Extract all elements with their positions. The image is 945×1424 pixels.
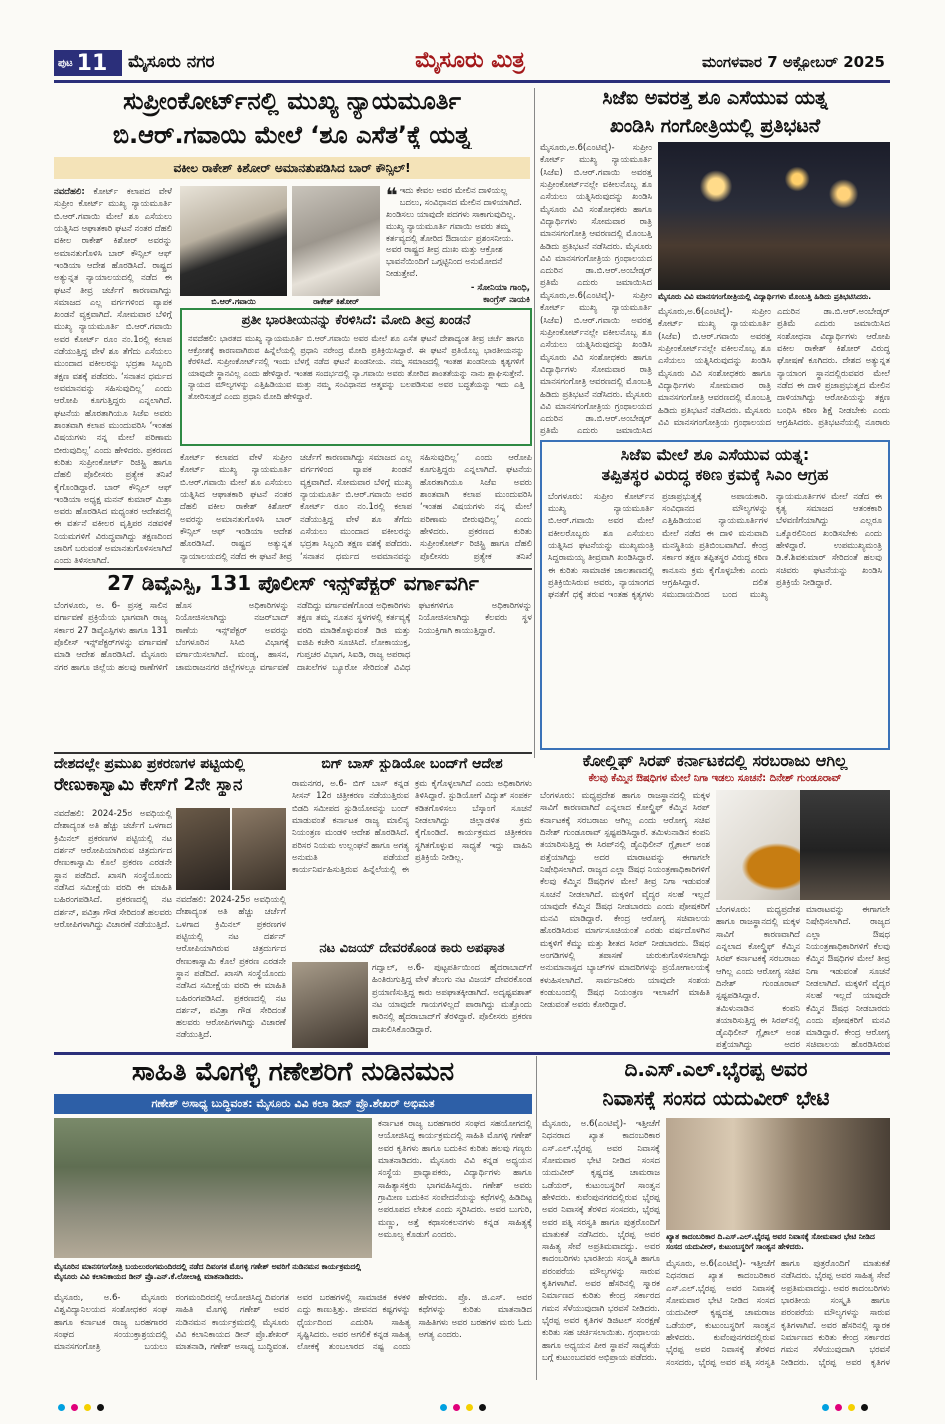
renuka-headline (54, 756, 284, 796)
page-number-box (54, 50, 122, 76)
ganesh-subhead: ಗಣೇಶ್ ಅಸಾಧ್ಯ ಬುದ್ಧಿವಂತ: ಮೈಸೂರು ವಿವಿ ಕಲಾ ಡೀನ್ ಪ್ರೊ.ಶೇಖರ್ ಅಭಿಮತ (54, 1094, 532, 1114)
renuka-headline-line1: ದೇಶದಲ್ಲೇ ಪ್ರಮುಖ ಪ್ರಕರಣಗಳ ಪಟ್ಟಿಯಲ್ಲಿ (54, 756, 245, 772)
kishore-photo (292, 186, 380, 296)
vijay-headline: ನಟ ವಿಜಯ್ ದೇವರಕೊಂಡ ಕಾರು ಅಪಘಾತ (319, 942, 505, 956)
section-rule (54, 752, 532, 754)
vijay-photo (292, 962, 368, 1048)
renuka-headline-line2: ರೇಣುಕಾಸ್ವಾಮಿ ಕೇಸ್‌ಗೆ 2ನೇ ಸ್ಥಾನ (54, 775, 243, 796)
lead-subhead: ವಕೀಲ ರಾಕೇಶ್ ಕಿಶೋರ್ ಅಮಾನತುಪಡಿಸಿದ ಬಾರ್ ಕೌನ್ಸಿಲ್! (54, 157, 530, 179)
cough-headline: ಕೋಲ್ಡ್ರಿಫ್ ಸಿರಪ್ ಕರ್ನಾಟಕದಲ್ಲಿ ಸರಬರಾಜು ಆಗಿಲ್ಲ (582, 752, 848, 770)
page-number: 11 (76, 50, 108, 76)
cyan-dot (822, 1404, 829, 1411)
gangotri-headline-line2: ಖಂಡಿಸಿ ಗಂಗೋತ್ರಿಯಲ್ಲಿ ಪ್ರತಿಭಟನೆ (609, 114, 821, 137)
gavai-caption: ಬಿ.ಆರ್.ಗವಾಯಿ (211, 297, 256, 306)
bhyrappa-body-b: ಮೈಸೂರು, ಅ.6(ಎಂಟಿವೈ)- ಇತ್ತೀಚೆಗೆ ನಿಧನರಾದ ಖ್ಯಾತ ಕಾದಂಬರಿಕಾರ ಎಸ್.ಎಲ್.ಭೈರಪ್ಪ ಅವರ ನಿವಾಸಕ್ಕೆ ಸೋಮವಾರ ಭೇಟಿ ನೀಡಿದ ಸಂಸದ ಯದುವೀರ್ ಕೃಷ್ಣದತ್ತ ಚಾಮರಾಜ ಒಡೆಯರ್, ಕುಟುಂಬಸ್ಥರಿಗೆ ಸಾಂತ್ವನ ಹೇಳಿದರು. ಕುವೆಂಪುನಗರದಲ್ಲಿರುವ ಭೈರಪ್ಪ ಅವರ ನಿವಾಸಕ್ಕೆ ತೆರಳಿದ ಸಂಸದರು, ಭೈರಪ್ಪ ಅವರ ಪತ್ನಿ ಸರಸ್ವತಿ ಹಾಗೂ ಪುತ್ರರೊಂದಿಗೆ ಮಾತುಕತೆ ನಡೆಸಿದರು. ಭೈರಪ್ಪ ಅವರ ಸಾಹಿತ್ಯ ಸೇವೆ ಅಪ್ರತಿಮವಾದದ್ದು. ಅವರ ಕಾದಂಬರಿಗಳು ಭಾರತೀಯ ಸಂಸ್ಕೃತಿ ಹಾಗೂ ಪರಂಪರೆಯ ಮೌಲ್ಯಗಳನ್ನು ಸಾರುವ ಕೃತಿಗಳಾಗಿವೆ. ಅವರ ಹೆಸರಿನಲ್ಲಿ ಸ್ಮಾರಕ ನಿರ್ಮಾಣದ ಕುರಿತು ಕೇಂದ್ರ ಸರ್ಕಾರದ ಗಮನ ಸೆಳೆಯುವುದಾಗಿ ಭರವಸೆ ನೀಡಿದರು. ಭೈರಪ್ಪ ಅವರ ಕೃತಿಗಳ (666, 1259, 890, 1368)
section-name: ಮೈಸೂರು ನಗರ (128, 52, 215, 72)
cm-headline (548, 446, 882, 485)
registration-marks-center (440, 1404, 486, 1411)
issue-date: ಮಂಗಳವಾರ 7 ಅಕ್ಟೋಬರ್ 2025 (701, 53, 885, 71)
lead-continued: ಕೋರ್ಟ್ ಕಲಾಪದ ವೇಳೆ ಸುಪ್ರೀಂ ಕೋರ್ಟ್ ಮುಖ್ಯ ನ್ಯಾಯಮೂರ್ತಿ ಬಿ.ಆರ್.ಗವಾಯಿ ಮೇಲೆ ಶೂ ಎಸೆಯಲು ಯತ್ನಿಸಿದ ಆಘಾತಕಾರಿ ಘಟನೆ ನಂತರ ದೆಹಲಿ ವಕೀಲ ರಾಕೇಶ್ ಕಿಶೋರ್ ಅವರನ್ನು ಅಮಾನತುಗೊಳಿಸಿ ಬಾರ್ ಕೌನ್ಸಿಲ್ ಆಫ್ ಇಂಡಿಯಾ ಆದೇಶ ಹೊರಡಿಸಿದೆ. ರಾಷ್ಟ್ರದ ಅತ್ಯುನ್ನತ ನ್ಯಾಯಾಲಯದಲ್ಲಿ ನಡೆದ ಈ ಘಟನೆ ತೀವ್ರ ಚರ್ಚೆಗೆ ಕಾರಣವಾಗಿದ್ದು ಸಮಾಜದ ಎಲ್ಲ ವರ್ಗಗಳಿಂದ ವ್ಯಾಪಕ ಖಂಡನೆ ವ್ಯಕ್ತವಾಗಿದೆ. ಸೋಮವಾರ ಬೆಳಿಗ್ಗೆ ಮುಖ್ಯ ನ್ಯಾಯಮೂರ್ತಿ ಬಿ.ಆರ್.ಗವಾಯಿ ಅವರ ಕೋರ್ಟ್ ರೂಂ ನಂ.1ರಲ್ಲಿ ಕಲಾಪ ನಡೆಯುತ್ತಿದ್ದ ವೇಳೆ ಶೂ ತೆಗೆದು ಎಸೆಯಲು ಮುಂದಾದ ವಕೀಲರನ್ನು ಭದ್ರತಾ ಸಿಬ್ಬಂದಿ ತಕ್ಷಣ ವಶಕ್ಕೆ ಪಡೆದರು. ‘ಸನಾತನ ಧರ್ಮದ ಅವಮಾನವನ್ನು ಸಹಿಸುವುದಿಲ್ಲ’ ಎಂದು ಆರೋಪಿ ಕೂಗುತ್ತಿದ್ದರು ಎನ್ನಲಾಗಿದೆ. ಘಟನೆಯ ಹೊರತಾಗಿಯೂ ಸಿಜೆಐ ಅವರು ಶಾಂತವಾಗಿ ಕಲಾಪ ಮುಂದುವರಿಸಿ ‘ಇಂತಹ ವಿಷಯಗಳು ನನ್ನ ಮೇಲೆ ಪರಿಣಾಮ ಬೀರುವುದಿಲ್ಲ’ ಎಂದು ಹೇಳಿದರು. ಪ್ರಕರಣದ ಕುರಿತು ಸುಪ್ರೀಂಕೋರ್ಟ್ ರಿಜಿಸ್ಟ್ರಿ ಹಾಗೂ ದೆಹಲಿ ಪೊಲೀಸರು ಪ್ರತ್ಯೇಕ ತನಿಖೆ (180, 453, 532, 562)
modi-headline: ಪ್ರತೀ ಭಾರತೀಯನನ್ನು ಕೆರಳಿಸಿದೆ: ಮೋದಿ ತೀವ್ರ ಖಂಡನೆ (241, 313, 471, 328)
gangotri-body-c: ಮೈಸೂರು,ಅ.6(ಎಂಟಿವೈ)- ಸುಪ್ರೀಂ ಕೋರ್ಟ್ ಮುಖ್ಯ ನ್ಯಾಯಮೂರ್ತಿ (ಸಿಜೆಐ) ಬಿ.ಆರ್.ಗವಾಯಿ ಅವರತ್ತ ಸುಪ್ರೀಂಕೋರ್ಟ್‌ನಲ್ಲೇ ವಕೀಲನೊಬ್ಬ ಶೂ ಎಸೆಯಲು ಯತ್ನಿಸಿರುವುದನ್ನು ಖಂಡಿಸಿ ಮೈಸೂರು ವಿವಿ ಸಂಶೋಧಕರು ಹಾಗೂ ವಿದ್ಯಾರ್ಥಿಗಳು ಸೋಮವಾರ ರಾತ್ರಿ ಮಾನಸಗಂಗೋತ್ರಿ ಆವರಣದಲ್ಲಿ ಮೊಂಬತ್ತಿ ಹಿಡಿದು ಪ್ರತಿಭಟನೆ ನಡೆಸಿದರು. ಮೈಸೂರು ವಿವಿ ಮಾನಸಗಂಗೋತ್ರಿಯ ಗ್ರಂಥಾಲಯದ ಎದುರಿನ ಡಾ.ಬಿ.ಆರ್.ಅಂಬೇಡ್ಕರ್ ಪ್ರತಿಮೆ ಎದುರು ಜಮಾಯಿಸಿದ ಸಂಶೋಧನಾ ವಿದ್ಯಾರ್ಥಿಗಳು ಆರೋಪಿ ವಕೀಲ ರಾಕೇಶ್ ಕಿಶೋರ್ ವಿರುದ್ಧ ಘೋಷಣೆ ಕೂಗಿದರು. ದೇಶದ ಅತ್ಯುನ್ನತ ನ್ಯಾಯಾಂಗ ಸ್ಥಾನದಲ್ಲಿರುವವರ ಮೇಲೆ ನಡೆದ ಈ ದಾಳಿ ಪ್ರಜಾಪ್ರಭುತ್ವದ ಮೇಲಿನ ದಾಳಿಯಾಗಿದ್ದು ಆರೋಪಿಯನ್ನು ತಕ್ಷಣ ಬಂಧಿಸಿ ಕಠಿಣ ಶಿಕ್ಷೆ ನೀಡಬೇಕು ಎಂದು ಆಗ್ರಹಿಸಿದರು. ಪ್ರತಿಭಟನೆಯಲ್ಲಿ ನೂರಾರು (658, 307, 890, 428)
cm-headline-line1: ಸಿಜೆಐ ಮೇಲೆ ಶೂ ಎಸೆಯುವ ಯತ್ನ: (620, 445, 810, 464)
cough-body-b: ಬೆಂಗಳೂರು: ಮಧ್ಯಪ್ರದೇಶ ಹಾಗೂ ರಾಜಸ್ಥಾನದಲ್ಲಿ ಮಕ್ಕಳ ಸಾವಿಗೆ ಕಾರಣವಾಗಿದೆ ಎನ್ನಲಾದ ಕೋಲ್ಡ್ರಿಫ್ ಕೆಮ್ಮಿನ ಸಿರಪ್ ಕರ್ನಾಟಕಕ್ಕೆ ಸರಬರಾಜು ಆಗಿಲ್ಲ ಎಂದು ಆರೋಗ್ಯ ಸಚಿವ ದಿನೇಶ್ ಗುಂಡೂರಾವ್ ಸ್ಪಷ್ಟಪಡಿಸಿದ್ದಾರೆ. ತಮಿಳುನಾಡಿನ ಕಂಪನಿ ತಯಾರಿಸುತ್ತಿದ್ದ ಈ ಸಿರಪ್‌ನಲ್ಲಿ ಡೈಎಥಿಲೀನ್ ಗ್ಲೈಕಾಲ್ ಅಂಶ ಪತ್ತೆಯಾಗಿದ್ದು ಅದರ ಮಾರಾಟವನ್ನು ಈಗಾಗಲೇ ನಿಷೇಧಿಸಲಾಗಿದೆ. ರಾಜ್ಯದ ಎಲ್ಲಾ ಔಷಧ ನಿಯಂತ್ರಣಾಧಿಕಾರಿಗಳಿಗೆ ಕೆಲವು ಕೆಮ್ಮಿನ ಔಷಧಿಗಳ ಮೇಲೆ ತೀವ್ರ ನಿಗಾ ಇಡುವಂತೆ ಸೂಚನೆ ನೀಡಲಾಗಿದೆ. ಮಕ್ಕಳಿಗೆ ವೈದ್ಯರ ಸಲಹೆ ಇಲ್ಲದೆ ಯಾವುದೇ ಕೆಮ್ಮಿನ ಔಷಧ ನೀಡಬಾರದು ಎಂದು ಪೋಷಕರಿಗೆ ಮನವಿ ಮಾಡಿದ್ದಾರೆ. ಕೇಂದ್ರ ಆರೋಗ್ಯ ಸಚಿವಾಲಯ ಹೊರಡಿಸಿರುವ (716, 905, 890, 1051)
modi-body: ನವದೆಹಲಿ: ಭಾರತದ ಮುಖ್ಯ ನ್ಯಾಯಮೂರ್ತಿ ಬಿ.ಆರ್.ಗವಾಯಿ ಅವರ ಮೇಲೆ ಶೂ ಎಸೆತ ಘಟನೆ ದೇಶಾದ್ಯಂತ ತೀವ್ರ ಚರ್ಚೆ ಹಾಗೂ ಆಕ್ರೋಶಕ್ಕೆ ಕಾರಣವಾಗಿರುವ ಹಿನ್ನೆಲೆಯಲ್ಲಿ ಪ್ರಧಾನಿ ನರೇಂದ್ರ ಮೋದಿ ಪ್ರತಿಕ್ರಿಯಿಸಿದ್ದಾರೆ. ಈ ಘಟನೆ ಪ್ರತಿಯೊಬ್ಬ ಭಾರತೀಯನನ್ನು ಕೆರಳಿಸಿದೆ. ಸುಪ್ರೀಂಕೋರ್ಟ್‌ನಲ್ಲಿ ಇಂದು ಬೆಳಗ್ಗೆ ನಡೆದ ಘಟನೆ ಖಂಡನೀಯ. ನಮ್ಮ ಸಮಾಜದಲ್ಲಿ ಇಂತಹ ಖಂಡನೀಯ ಕೃತ್ಯಗಳಿಗೆ ಯಾವುದೇ ಸ್ಥಾನವಿಲ್ಲ ಎಂದು ಹೇಳಿದ್ದಾರೆ. ಇಂತಹ ಸಂದರ್ಭದಲ್ಲಿ ನ್ಯಾ.ಗವಾಯಿ ಅವರು ತೋರಿದ ಶಾಂತತೆಯನ್ನು ನಾನು ಶ್ಲಾಘಿಸುತ್ತೇನೆ. ನ್ಯಾಯದ ಮೌಲ್ಯಗಳನ್ನು ಎತ್ತಿಹಿಡಿಯುವ ಮತ್ತು ನಮ್ಮ ಸಂವಿಧಾನದ ಆತ್ಮವನ್ನು ಬಲಪಡಿಸುವ ಅವರ ಬದ್ಧತೆಯನ್ನು ಇದು ಎತ್ತಿ ತೋರಿಸುತ್ತದೆ ಎಂದು ಪ್ರಧಾನಿ ಮೋದಿ ಹೇಳಿದ್ದಾರೆ. (188, 333, 524, 401)
bhyrappa-caption: ಖ್ಯಾತ ಕಾದಂಬರಿಕಾರ ದಿ.ಎಸ್.ಎಲ್.ಭೈರಪ್ಪ ಅವರ ನಿವಾಸಕ್ಕೆ ಸೋಮವಾರ ಭೇಟಿ ನೀಡಿದ ಸಂಸದ ಯದುವೀರ್, ಕುಟುಂಬಸ್ಥರಿಗೆ ಸಾಂತ್ವನ ಹೇಳಿದರು. (666, 1232, 875, 1251)
registration-marks-left (58, 1404, 104, 1411)
gangotri-headline (540, 88, 890, 138)
renuka-body-a: ನವದೆಹಲಿ: 2024-25ರ ಅವಧಿಯಲ್ಲಿ ದೇಶಾದ್ಯಂತ ಅತಿ ಹೆಚ್ಚು ಚರ್ಚೆಗೆ ಒಳಗಾದ ಕ್ರಿಮಿನಲ್ ಪ್ರಕರಣಗಳ ಪಟ್ಟಿಯಲ್ಲಿ ನಟ ದರ್ಶನ್ ಆರೋಪಿಯಾಗಿರುವ ಚಿತ್ರದುರ್ಗದ ರೇಣುಕಾಸ್ವಾಮಿ ಕೊಲೆ ಪ್ರಕರಣ ಎರಡನೇ ಸ್ಥಾನ ಪಡೆದಿದೆ. ಖಾಸಗಿ ಸಂಸ್ಥೆಯೊಂದು ನಡೆಸಿದ ಸಮೀಕ್ಷೆಯ ವರದಿ ಈ ಮಾಹಿತಿ ಬಹಿರಂಗಪಡಿಸಿದೆ. ಪ್ರಕರಣದಲ್ಲಿ ನಟ ದರ್ಶನ್, ಪವಿತ್ರಾ ಗೌಡ ಸೇರಿದಂತೆ ಹಲವರು ಆರೋಪಿಗಳಾಗಿದ್ದು ವಿಚಾರಣೆ ನಡೆಯುತ್ತಿದೆ. (54, 809, 172, 930)
lead-dateline: ನವದೆಹಲಿ: (54, 187, 85, 197)
quote-author: - ಸೋನಿಯಾ ಗಾಂಧಿ, (470, 283, 530, 294)
dysp-body: ಬೆಂಗಳೂರು, ಅ. 6- ಪ್ರಸಕ್ತ ಸಾಲಿನ ವರ್ಗಾವಣೆ ಪ್ರಕ್ರಿಯೆಯ ಭಾಗವಾಗಿ ರಾಜ್ಯ ಸರ್ಕಾರ 27 ಡಿವೈಎಸ್ಪಿಗಳು ಹಾಗೂ 131 ಪೊಲೀಸ್ ಇನ್ಸ್‌ಪೆಕ್ಟರ್‌ಗಳನ್ನು ವರ್ಗಾವಣೆ ಮಾಡಿ ಆದೇಶ ಹೊರಡಿಸಿದೆ. ಮೈಸೂರು ನಗರ ಹಾಗೂ ಜಿಲ್ಲೆಯ ಹಲವು ಠಾಣೆಗಳಿಗೆ ಹೊಸ ಅಧಿಕಾರಿಗಳನ್ನು ನಿಯೋಜಿಸಲಾಗಿದ್ದು ನಜರ್‌ಬಾದ್ ಠಾಣೆಯ ಇನ್ಸ್‌ಪೆಕ್ಟರ್ ಅವರನ್ನು ಬೆಂಗಳೂರಿನ ಸಿಸಿಬಿ ವಿಭಾಗಕ್ಕೆ ವರ್ಗಾಯಿಸಲಾಗಿದೆ. ಮಂಡ್ಯ, ಹಾಸನ, ಚಾಮರಾಜನಗರ ಜಿಲ್ಲೆಗಳಲ್ಲೂ ವರ್ಗಾವಣೆ ನಡೆದಿದ್ದು ವರ್ಗಾವಣೆಗೊಂಡ ಅಧಿಕಾರಿಗಳು ತಕ್ಷಣ ತಮ್ಮ ನೂತನ ಸ್ಥಳಗಳಲ್ಲಿ ಕರ್ತವ್ಯಕ್ಕೆ ವರದಿ ಮಾಡಿಕೊಳ್ಳುವಂತೆ ಡಿಜಿ ಮತ್ತು ಐಜಿಪಿ ಕಚೇರಿ ಸೂಚಿಸಿದೆ. ಲೋಕಾಯುಕ್ತ, ಗುಪ್ತಚರ ವಿಭಾಗ, ಸಿಐಡಿ, ರಾಜ್ಯ ಅಪರಾಧ ದಾಖಲೆಗಳ ಬ್ಯೂರೋ ಸೇರಿದಂತೆ ವಿವಿಧ ಘಟಕಗಳಿಗೂ ಅಧಿಕಾರಿಗಳನ್ನು ನಿಯೋಜಿಸಲಾಗಿದ್ದು ಕೆಲವರು ಸ್ಥಳ ನಿಯುಕ್ತಿಗಾಗಿ ಕಾಯುತ್ತಿದ್ದಾರೆ. (54, 601, 532, 673)
cough-subhead: ಕೆಲವು ಕೆಮ್ಮಿನ ಔಷಧಿಗಳ ಮೇಲೆ ನಿಗಾ ಇಡಲು ಸೂಚನೆ: ದಿನೇಶ್ ಗುಂಡೂರಾವ್ (588, 773, 842, 784)
cm-body: ಬೆಂಗಳೂರು: ಸುಪ್ರೀಂ ಕೋರ್ಟ್‌ನ ಮುಖ್ಯ ನ್ಯಾಯಮೂರ್ತಿ ಬಿ.ಆರ್.ಗವಾಯಿ ಅವರ ಮೇಲೆ ವಕೀಲರೊಬ್ಬರು ಶೂ ಎಸೆಯಲು ಯತ್ನಿಸಿದ ಘಟನೆಯನ್ನು ಮುಖ್ಯಮಂತ್ರಿ ಸಿದ್ದರಾಮಯ್ಯ ತೀವ್ರವಾಗಿ ಖಂಡಿಸಿದ್ದಾರೆ. ಈ ಕುರಿತು ಸಾಮಾಜಿಕ ಜಾಲತಾಣದಲ್ಲಿ ಪ್ರತಿಕ್ರಿಯಿಸಿರುವ ಅವರು, ನ್ಯಾಯಾಂಗದ ಘನತೆಗೆ ಧಕ್ಕೆ ತರುವ ಇಂತಹ ಕೃತ್ಯಗಳು ಪ್ರಜಾಪ್ರಭುತ್ವಕ್ಕೆ ಅಪಾಯಕಾರಿ. ಸಂವಿಧಾನದ ಮೌಲ್ಯಗಳನ್ನು ಎತ್ತಿಹಿಡಿಯುವ ನ್ಯಾಯಮೂರ್ತಿಗಳ ಮೇಲೆ ನಡೆದ ಈ ದಾಳಿ ಮನುವಾದಿ ಮನಸ್ಥಿತಿಯ ಪ್ರತಿಬಿಂಬವಾಗಿದೆ. ಕೇಂದ್ರ ಸರ್ಕಾರ ತಕ್ಷಣ ತಪ್ಪಿತಸ್ಥರ ವಿರುದ್ಧ ಕಠಿಣ ಕಾನೂನು ಕ್ರಮ ಕೈಗೊಳ್ಳಬೇಕು ಎಂದು ಆಗ್ರಹಿಸಿದ್ದಾರೆ. ದಲಿತ ಸಮುದಾಯದಿಂದ ಬಂದ ಮುಖ್ಯ ನ್ಯಾಯಮೂರ್ತಿಗಳ ಮೇಲೆ ನಡೆದ ಈ ಕೃತ್ಯ ಸಮಾಜದ ಆತಂಕಕಾರಿ ಬೆಳವಣಿಗೆಯಾಗಿದ್ದು ಎಲ್ಲರೂ ಒಕ್ಕೊರಲಿನಿಂದ ಖಂಡಿಸಬೇಕು ಎಂದು ಹೇಳಿದ್ದಾರೆ. ಉಪಮುಖ್ಯಮಂತ್ರಿ ಡಿ.ಕೆ.ಶಿವಕುಮಾರ್ ಸೇರಿದಂತೆ ಹಲವು ಸಚಿವರು ಘಟನೆಯನ್ನು ಖಂಡಿಸಿ ಪ್ರತಿಕ್ರಿಯೆ ನೀಡಿದ್ದಾರೆ. (548, 491, 882, 601)
gavai-photo (180, 186, 287, 296)
section-rule (54, 1052, 890, 1055)
candle-protest-photo (658, 142, 890, 290)
bhyrappa-headline-line1: ದಿ.ಎಸ್.ಎಲ್.ಭೈರಪ್ಪ ಅವರ (624, 1058, 808, 1081)
magenta-dot (835, 1404, 842, 1411)
quote-mark-icon: ❝ (386, 186, 398, 207)
kishore-caption: ರಾಕೇಶ್ ಕಿಶೋರ್ (313, 297, 359, 306)
renukaswamy-photo (232, 808, 286, 890)
cough-body-a: ಬೆಂಗಳೂರು: ಮಧ್ಯಪ್ರದೇಶ ಹಾಗೂ ರಾಜಸ್ಥಾನದಲ್ಲಿ ಮಕ್ಕಳ ಸಾವಿಗೆ ಕಾರಣವಾಗಿದೆ ಎನ್ನಲಾದ ಕೋಲ್ಡ್ರಿಫ್ ಕೆಮ್ಮಿನ ಸಿರಪ್ ಕರ್ನಾಟಕಕ್ಕೆ ಸರಬರಾಜು ಆಗಿಲ್ಲ ಎಂದು ಆರೋಗ್ಯ ಸಚಿವ ದಿನೇಶ್ ಗುಂಡೂರಾವ್ ಸ್ಪಷ್ಟಪಡಿಸಿದ್ದಾರೆ. ತಮಿಳುನಾಡಿನ ಕಂಪನಿ ತಯಾರಿಸುತ್ತಿದ್ದ ಈ ಸಿರಪ್‌ನಲ್ಲಿ ಡೈಎಥಿಲೀನ್ ಗ್ಲೈಕಾಲ್ ಅಂಶ ಪತ್ತೆಯಾಗಿದ್ದು ಅದರ ಮಾರಾಟವನ್ನು ಈಗಾಗಲೇ ನಿಷೇಧಿಸಲಾಗಿದೆ. ರಾಜ್ಯದ ಎಲ್ಲಾ ಔಷಧ ನಿಯಂತ್ರಣಾಧಿಕಾರಿಗಳಿಗೆ ಕೆಲವು ಕೆಮ್ಮಿನ ಔಷಧಿಗಳ ಮೇಲೆ ತೀವ್ರ ನಿಗಾ ಇಡುವಂತೆ ಸೂಚನೆ ನೀಡಲಾಗಿದೆ. ಮಕ್ಕಳಿಗೆ ವೈದ್ಯರ ಸಲಹೆ ಇಲ್ಲದೆ ಯಾವುದೇ ಕೆಮ್ಮಿನ ಔಷಧ ನೀಡಬಾರದು ಎಂದು ಪೋಷಕರಿಗೆ ಮನವಿ ಮಾಡಿದ್ದಾರೆ. ಕೇಂದ್ರ ಆರೋಗ್ಯ ಸಚಿವಾಲಯ ಹೊರಡಿಸಿರುವ ಮಾರ್ಗಸೂಚಿಯಂತೆ ಎರಡು ವರ್ಷದೊಳಗಿನ ಮಕ್ಕಳಿಗೆ ಕೆಮ್ಮು ಮತ್ತು ಶೀತದ ಸಿರಪ್ ನೀಡಬಾರದು. ಔಷಧ ಅಂಗಡಿಗಳಲ್ಲಿ ತಪಾಸಣೆ ಚುರುಕುಗೊಳಿಸಲಾಗಿದ್ದು ಅನುಮಾನಾಸ್ಪದ ಬ್ಯಾಚ್‌ಗಳ ಮಾದರಿಗಳನ್ನು ಪ್ರಯೋಗಾಲಯಕ್ಕೆ ಕಳುಹಿಸಲಾಗಿದೆ. ಸಾರ್ವಜನಿಕರು ಯಾವುದೇ ಸಂಶಯ ಕಂಡುಬಂದಲ್ಲಿ ಔಷಧ ನಿಯಂತ್ರಣ ಇಲಾಖೆಗೆ ಮಾಹಿತಿ ನೀಡುವಂತೆ ಅವರು ಕೋರಿದ್ದಾರೆ. (540, 791, 710, 1011)
darshan-photo (176, 808, 230, 890)
header-rule (54, 80, 890, 83)
bhyrappa-body-a: ಮೈಸೂರು, ಅ.6(ಎಂಟಿವೈ)- ಇತ್ತೀಚೆಗೆ ನಿಧನರಾದ ಖ್ಯಾತ ಕಾದಂಬರಿಕಾರ ಎಸ್.ಎಲ್.ಭೈರಪ್ಪ ಅವರ ನಿವಾಸಕ್ಕೆ ಸೋಮವಾರ ಭೇಟಿ ನೀಡಿದ ಸಂಸದ ಯದುವೀರ್ ಕೃಷ್ಣದತ್ತ ಚಾಮರಾಜ ಒಡೆಯರ್, ಕುಟುಂಬಸ್ಥರಿಗೆ ಸಾಂತ್ವನ ಹೇಳಿದರು. ಕುವೆಂಪುನಗರದಲ್ಲಿರುವ ಭೈರಪ್ಪ ಅವರ ನಿವಾಸಕ್ಕೆ ತೆರಳಿದ ಸಂಸದರು, ಭೈರಪ್ಪ ಅವರ ಪತ್ನಿ ಸರಸ್ವತಿ ಹಾಗೂ ಪುತ್ರರೊಂದಿಗೆ ಮಾತುಕತೆ ನಡೆಸಿದರು. ಭೈರಪ್ಪ ಅವರ ಸಾಹಿತ್ಯ ಸೇವೆ ಅಪ್ರತಿಮವಾದದ್ದು. ಅವರ ಕಾದಂಬರಿಗಳು ಭಾರತೀಯ ಸಂಸ್ಕೃತಿ ಹಾಗೂ ಪರಂಪರೆಯ ಮೌಲ್ಯಗಳನ್ನು ಸಾರುವ ಕೃತಿಗಳಾಗಿವೆ. ಅವರ ಹೆಸರಿನಲ್ಲಿ ಸ್ಮಾರಕ ನಿರ್ಮಾಣದ ಕುರಿತು ಕೇಂದ್ರ ಸರ್ಕಾರದ ಗಮನ ಸೆಳೆಯುವುದಾಗಿ ಭರವಸೆ ನೀಡಿದರು. ಭೈರಪ್ಪ ಅವರ ಕೃತಿಗಳ ಡಿಜಿಟಲ್ ಸಂರಕ್ಷಣೆ ಕುರಿತು ಸಹ ಚರ್ಚಿಸಲಾಯಿತು. ಗ್ರಂಥಾಲಯ ಹಾಗೂ ಅಧ್ಯಯನ ಪೀಠ ಸ್ಥಾಪನೆ ಸಾಧ್ಯತೆಯ ಬಗ್ಗೆ ಕುಟುಂಬದವರ ಅಭಿಪ್ರಾಯ ಪಡೆದರು. (542, 1119, 660, 1363)
bigboss-headline: ಬಿಗ್ ಬಾಸ್ ಸ್ಟುಡಿಯೋ ಬಂದ್‌ಗೆ ಆದೇಶ (321, 756, 503, 772)
minister-photo (800, 790, 890, 900)
gangotri-headline-line1: ಸಿಜೆಐ ಅವರತ್ತ ಶೂ ಎಸೆಯುವ ಯತ್ನ (602, 88, 828, 109)
yellow-dot (84, 1404, 91, 1411)
page-label: ಪುಟ (58, 57, 73, 69)
renuka-body-b: ನವದೆಹಲಿ: 2024-25ರ ಅವಧಿಯಲ್ಲಿ ದೇಶಾದ್ಯಂತ ಅತಿ ಹೆಚ್ಚು ಚರ್ಚೆಗೆ ಒಳಗಾದ ಕ್ರಿಮಿನಲ್ ಪ್ರಕರಣಗಳ ಪಟ್ಟಿಯಲ್ಲಿ ನಟ ದರ್ಶನ್ ಆರೋಪಿಯಾಗಿರುವ ಚಿತ್ರದುರ್ಗದ ರೇಣುಕಾಸ್ವಾಮಿ ಕೊಲೆ ಪ್ರಕರಣ ಎರಡನೇ ಸ್ಥಾನ ಪಡೆದಿದೆ. ಖಾಸಗಿ ಸಂಸ್ಥೆಯೊಂದು ನಡೆಸಿದ ಸಮೀಕ್ಷೆಯ ವರದಿ ಈ ಮಾಹಿತಿ ಬಹಿರಂಗಪಡಿಸಿದೆ. ಪ್ರಕರಣದಲ್ಲಿ ನಟ ದರ್ಶನ್, ಪವಿತ್ರಾ ಗೌಡ ಸೇರಿದಂತೆ ಹಲವರು ಆರೋಪಿಗಳಾಗಿದ್ದು ವಿಚಾರಣೆ ನಡೆಯುತ್ತಿದೆ. (176, 895, 286, 1041)
gangotri-body-b: ಮೈಸೂರು,ಅ.6(ಎಂಟಿವೈ)- ಸುಪ್ರೀಂ ಕೋರ್ಟ್ ಮುಖ್ಯ ನ್ಯಾಯಮೂರ್ತಿ (ಸಿಜೆಐ) ಬಿ.ಆರ್.ಗವಾಯಿ ಅವರತ್ತ ಸುಪ್ರೀಂಕೋರ್ಟ್‌ನಲ್ಲೇ ವಕೀಲನೊಬ್ಬ ಶೂ ಎಸೆಯಲು ಯತ್ನಿಸಿರುವುದನ್ನು ಖಂಡಿಸಿ ಮೈಸೂರು ವಿವಿ ಸಂಶೋಧಕರು ಹಾಗೂ ವಿದ್ಯಾರ್ಥಿಗಳು ಸೋಮವಾರ ರಾತ್ರಿ ಮಾನಸಗಂಗೋತ್ರಿ ಆವರಣದಲ್ಲಿ ಮೊಂಬತ್ತಿ ಹಿಡಿದು ಪ್ರತಿಭಟನೆ ನಡೆಸಿದರು. ಮೈಸೂರು ವಿವಿ ಮಾನಸಗಂಗೋತ್ರಿಯ ಗ್ರಂಥಾಲಯದ ಎದುರಿನ ಡಾ.ಬಿ.ಆರ್.ಅಂಬೇಡ್ಕರ್ ಪ್ರತಿಮೆ ಎದುರು ಜಮಾಯಿಸಿದ (540, 291, 652, 437)
quote-box (386, 186, 530, 308)
cm-headline-line2: ತಪ್ಪಿತಸ್ಥರ ವಿರುದ್ಧ ಕಠಿಣ ಕ್ರಮಕ್ಕೆ ಸಿಎಂ ಆಗ್ರಹ (601, 465, 829, 485)
column-rule (536, 1056, 537, 1380)
bhyrappa-headline (542, 1058, 890, 1110)
bhyrappa-headline-line2: ನಿವಾಸಕ್ಕೆ ಸಂಸದ ಯದುವೀರ್ ಭೇಟಿ (602, 1086, 830, 1110)
modi-box (180, 308, 532, 446)
tribute-event-photo (54, 1118, 372, 1258)
section-rule (54, 568, 532, 570)
cyan-dot (440, 1404, 447, 1411)
bigboss-body: ರಾಮನಗರ, ಅ.6- ಬಿಗ್ ಬಾಸ್ ಕನ್ನಡ ಸೀಸನ್ 12ರ ಚಿತ್ರೀಕರಣ ನಡೆಯುತ್ತಿರುವ ಬಿಡದಿ ಸಮೀಪದ ಸ್ಟುಡಿಯೋವನ್ನು ಬಂದ್ ಮಾಡುವಂತೆ ಕರ್ನಾಟಕ ರಾಜ್ಯ ಮಾಲಿನ್ಯ ನಿಯಂತ್ರಣ ಮಂಡಳಿ ಆದೇಶ ಹೊರಡಿಸಿದೆ. ಪರಿಸರ ನಿಯಮ ಉಲ್ಲಂಘನೆ ಹಾಗೂ ಅಗತ್ಯ ಅನುಮತಿ ಪಡೆಯದೆ ಕಾರ್ಯನಿರ್ವಹಿಸುತ್ತಿರುವ ಹಿನ್ನೆಲೆಯಲ್ಲಿ ಈ ಕ್ರಮ ಕೈಗೊಳ್ಳಲಾಗಿದೆ ಎಂದು ಅಧಿಕಾರಿಗಳು ತಿಳಿಸಿದ್ದಾರೆ. ಸ್ಟುಡಿಯೋಗೆ ವಿದ್ಯುತ್ ಸಂಪರ್ಕ ಕಡಿತಗೊಳಿಸಲು ಬೆಸ್ಕಾಂಗೆ ಸೂಚನೆ ನೀಡಲಾಗಿದ್ದು ಜಿಲ್ಲಾಡಳಿತ ಕ್ರಮ ಕೈಗೊಂಡಿದೆ. ಕಾರ್ಯಕ್ರಮದ ಚಿತ್ರೀಕರಣ ಸ್ಥಗಿತಗೊಳ್ಳುವ ಸಾಧ್ಯತೆ ಇದ್ದು ವಾಹಿನಿ ಪ್ರತಿಕ್ರಿಯೆ ನೀಡಿಲ್ಲ. (292, 779, 532, 876)
magenta-dot (453, 1404, 460, 1411)
lead-body-text: ಕೋರ್ಟ್ ಕಲಾಪದ ವೇಳೆ ಸುಪ್ರೀಂ ಕೋರ್ಟ್ ಮುಖ್ಯ ನ್ಯಾಯಮೂರ್ತಿ ಬಿ.ಆರ್.ಗವಾಯಿ ಮೇಲೆ ಶೂ ಎಸೆಯಲು ಯತ್ನಿಸಿದ ಆಘಾತಕಾರಿ ಘಟನೆ ನಂತರ ದೆಹಲಿ ವಕೀಲ ರಾಕೇಶ್ ಕಿಶೋರ್ ಅವರನ್ನು ಅಮಾನತುಗೊಳಿಸಿ ಬಾರ್ ಕೌನ್ಸಿಲ್ ಆಫ್ ಇಂಡಿಯಾ ಆದೇಶ ಹೊರಡಿಸಿದೆ. ರಾಷ್ಟ್ರದ ಅತ್ಯುನ್ನತ ನ್ಯಾಯಾಲಯದಲ್ಲಿ ನಡೆದ ಈ ಘಟನೆ ತೀವ್ರ ಚರ್ಚೆಗೆ ಕಾರಣವಾಗಿದ್ದು ಸಮಾಜದ ಎಲ್ಲ ವರ್ಗಗಳಿಂದ ವ್ಯಾಪಕ ಖಂಡನೆ ವ್ಯಕ್ತವಾಗಿದೆ. ಸೋಮವಾರ ಬೆಳಿಗ್ಗೆ ಮುಖ್ಯ ನ್ಯಾಯಮೂರ್ತಿ ಬಿ.ಆರ್.ಗವಾಯಿ ಅವರ ಕೋರ್ಟ್ ರೂಂ ನಂ.1ರಲ್ಲಿ ಕಲಾಪ ನಡೆಯುತ್ತಿದ್ದ ವೇಳೆ ಶೂ ತೆಗೆದು ಎಸೆಯಲು ಮುಂದಾದ ವಕೀಲರನ್ನು ಭದ್ರತಾ ಸಿಬ್ಬಂದಿ ತಕ್ಷಣ ವಶಕ್ಕೆ ಪಡೆದರು. ‘ಸನಾತನ ಧರ್ಮದ ಅವಮಾನವನ್ನು ಸಹಿಸುವುದಿಲ್ಲ’ ಎಂದು ಆರೋಪಿ ಕೂಗುತ್ತಿದ್ದರು ಎನ್ನಲಾಗಿದೆ. ಘಟನೆಯ ಹೊರತಾಗಿಯೂ ಸಿಜೆಐ ಅವರು ಶಾಂತವಾಗಿ ಕಲಾಪ ಮುಂದುವರಿಸಿ ‘ಇಂತಹ ವಿಷಯಗಳು ನನ್ನ ಮೇಲೆ ಪರಿಣಾಮ ಬೀರುವುದಿಲ್ಲ’ ಎಂದು ಹೇಳಿದರು. ಪ್ರಕರಣದ ಕುರಿತು ಸುಪ್ರೀಂಕೋರ್ಟ್ ರಿಜಿಸ್ಟ್ರಿ ಹಾಗೂ ದೆಹಲಿ ಪೊಲೀಸರು ಪ್ರತ್ಯೇಕ ತನಿಖೆ ಕೈಗೊಂಡಿದ್ದಾರೆ. ಬಾರ್ ಕೌನ್ಸಿಲ್ ಆಫ್ ಇಂಡಿಯಾ ಅಧ್ಯಕ್ಷ ಮನನ್ ಕುಮಾರ್ ಮಿಶ್ರಾ ಅವರು ಹೊರಡಿಸಿದ ಮಧ್ಯಂತರ ಆದೇಶದಲ್ಲಿ ಈ ವರ್ತನೆ ವಕೀಲರ ವೃತ್ತಿಪರ ನಡವಳಿಕೆ ನಿಯಮಗಳಿಗೆ ವಿರುದ್ಧವಾಗಿದ್ದು ತಕ್ಷಣದಿಂದ ಜಾರಿಗೆ ಬರುವಂತೆ ಅಮಾನತುಗೊಳಿಸಲಾಗಿದೆ ಎಂದು ತಿಳಿಸಲಾಗಿದೆ. (54, 187, 172, 567)
magenta-dot (71, 1404, 78, 1411)
ganesh-body-right: ಕರ್ನಾಟಕ ರಾಜ್ಯ ಬರಹಗಾರರ ಸಂಘದ ಸಹಯೋಗದಲ್ಲಿ ಆಯೋಜಿಸಿದ್ದ ಕಾರ್ಯಕ್ರಮದಲ್ಲಿ ಸಾಹಿತಿ ಮೊಗಳ್ಳಿ ಗಣೇಶ್ ಅವರ ಕೃತಿಗಳು ಹಾಗೂ ಬದುಕಿನ ಕುರಿತು ಹಲವು ಗಣ್ಯರು ಮಾತನಾಡಿದರು. ಮೈಸೂರು ವಿವಿ ಕನ್ನಡ ಅಧ್ಯಯನ ಸಂಸ್ಥೆಯ ಪ್ರಾಧ್ಯಾಪಕರು, ವಿದ್ಯಾರ್ಥಿಗಳು ಹಾಗೂ ಸಾಹಿತ್ಯಾಸಕ್ತರು ಭಾಗವಹಿಸಿದ್ದರು. ಗಣೇಶ್ ಅವರು ಗ್ರಾಮೀಣ ಬದುಕಿನ ಸಂವೇದನೆಯನ್ನು ಕಥೆಗಳಲ್ಲಿ ಹಿಡಿದಿಟ್ಟ ಅಪರೂಪದ ಲೇಖಕ ಎಂದು ಸ್ಮರಿಸಿದರು. ಅವರ ಬುಗುರಿ, ಮಣ್ಣು, ಅತ್ತೆ ಕಥಾಸಂಕಲನಗಳು ಕನ್ನಡ ಸಾಹಿತ್ಯಕ್ಕೆ ಅಮೂಲ್ಯ ಕೊಡುಗೆ ಎಂದರು. (378, 1119, 532, 1240)
renuka-photos (176, 808, 286, 890)
ganesh-headline: ಸಾಹಿತಿ ಮೊಗಳ್ಳಿ ಗಣೇಶರಿಗೆ ನುಡಿನಮನ (131, 1058, 455, 1087)
yaduveer-visit-photo (666, 1118, 890, 1230)
yellow-dot (466, 1404, 473, 1411)
ganesh-body-bottom: ಮೈಸೂರು, ಅ.6- ಮೈಸೂರು ವಿಶ್ವವಿದ್ಯಾನಿಲಯದ ಸಂಶೋಧಕರ ಸಂಘ ಹಾಗೂ ಕರ್ನಾಟಕ ರಾಜ್ಯ ಬರಹಗಾರರ ಸಂಘದ ಸಂಯುಕ್ತಾಶ್ರಯದಲ್ಲಿ ಮಾನಸಗಂಗೋತ್ರಿ ಬಯಲು ರಂಗಮಂದಿರದಲ್ಲಿ ಆಯೋಜಿಸಿದ್ದ ದಿವಂಗತ ಸಾಹಿತಿ ಮೊಗಳ್ಳಿ ಗಣೇಶ್ ಅವರ ನುಡಿನಮನ ಕಾರ್ಯಕ್ರಮದಲ್ಲಿ ಮೈಸೂರು ವಿವಿ ಕಲಾನಿಕಾಯದ ಡೀನ್ ಪ್ರೊ.ಶೇಖರ್ ಮಾತನಾಡಿ, ಗಣೇಶ್ ಅಸಾಧ್ಯ ಬುದ್ಧಿವಂತ. ಅವರ ಬರಹಗಳಲ್ಲಿ ಸಾಮಾಜಿಕ ಕಳಕಳಿ ಎದ್ದು ಕಾಣುತ್ತಿತ್ತು. ಜೀವನದ ಕಷ್ಟಗಳನ್ನು ಧೈರ್ಯದಿಂದ ಎದುರಿಸಿ ಸಾಹಿತ್ಯ ಸೃಷ್ಟಿಸಿದರು. ಅವರ ಅಗಲಿಕೆ ಕನ್ನಡ ಸಾಹಿತ್ಯ ಲೋಕಕ್ಕೆ ತುಂಬಲಾರದ ನಷ್ಟ ಎಂದು ಹೇಳಿದರು. ಪ್ರೊ. ಜಿ.ಎಸ್. ಅವರ ಕಥೆಗಳನ್ನು ಕುರಿತು ಮಾತನಾಡಿದ ಸಾಹಿತಿಗಳು ಅವರ ಬರಹಗಳ ಮರು ಓದು ಅಗತ್ಯ ಎಂದರು. (54, 1293, 532, 1353)
column-rule (534, 88, 535, 758)
registration-marks-right (822, 1404, 868, 1411)
black-dot (97, 1404, 104, 1411)
masthead-logo: ಮೈಸೂರು ಮಿತ್ರ (415, 47, 525, 73)
black-dot (479, 1404, 486, 1411)
vijay-body: ಗದ್ವಾಲ್, ಅ.6- ಪುಟ್ಟಪರ್ತಿಯಿಂದ ಹೈದರಾಬಾದ್‌ಗೆ ಹಿಂತಿರುಗುತ್ತಿದ್ದ ವೇಳೆ ತೆಲುಗು ನಟ ವಿಜಯ್ ದೇವರಕೊಂಡ ಪ್ರಯಾಣಿಸುತ್ತಿದ್ದ ಕಾರು ಅಪಘಾತಕ್ಕೀಡಾಗಿದೆ. ಅದೃಷ್ಟವಶಾತ್ ನಟ ಯಾವುದೇ ಗಾಯಗಳಿಲ್ಲದೆ ಪಾರಾಗಿದ್ದು ಮತ್ತೊಂದು ಕಾರಿನಲ್ಲಿ ಹೈದರಾಬಾದ್‌ಗೆ ತೆರಳಿದ್ದಾರೆ. ಪೊಲೀಸರು ಪ್ರಕರಣ ದಾಖಲಿಸಿಕೊಂಡಿದ್ದಾರೆ. (372, 963, 532, 1035)
lead-headline (54, 88, 530, 149)
lead-headline-line1: ಸುಪ್ರೀಂಕೋರ್ಟ್‌ನಲ್ಲಿ ಮುಖ್ಯ ನ್ಯಾಯಮೂರ್ತಿ (123, 88, 461, 115)
gangotri-body-a: ಮೈಸೂರು,ಅ.6(ಎಂಟಿವೈ)- ಸುಪ್ರೀಂ ಕೋರ್ಟ್ ಮುಖ್ಯ ನ್ಯಾಯಮೂರ್ತಿ (ಸಿಜೆಐ) ಬಿ.ಆರ್.ಗವಾಯಿ ಅವರತ್ತ ಸುಪ್ರೀಂಕೋರ್ಟ್‌ನಲ್ಲೇ ವಕೀಲನೊಬ್ಬ ಶೂ ಎಸೆಯಲು ಯತ್ನಿಸಿರುವುದನ್ನು ಖಂಡಿಸಿ ಮೈಸೂರು ವಿವಿ ಸಂಶೋಧಕರು ಹಾಗೂ ವಿದ್ಯಾರ್ಥಿಗಳು ಸೋಮವಾರ ರಾತ್ರಿ ಮಾನಸಗಂಗೋತ್ರಿ ಆವರಣದಲ್ಲಿ ಮೊಂಬತ್ತಿ ಹಿಡಿದು ಪ್ರತಿಭಟನೆ ನಡೆಸಿದರು. ಮೈಸೂರು ವಿವಿ ಮಾನಸಗಂಗೋತ್ರಿಯ ಗ್ರಂಥಾಲಯದ ಎದುರಿನ ಡಾ.ಬಿ.ಆರ್.ಅಂಬೇಡ್ಕರ್ ಪ್ರತಿಮೆ ಎದುರು ಜಮಾಯಿಸಿದ (540, 143, 652, 288)
quote-text: ಇದು ಕೇವಲ ಅವರ ಮೇಲಿನ ದಾಳಿಯಲ್ಲ ಬದಲು, ಸಂವಿಧಾನದ ಮೇಲಿನ ದಾಳಿಯಾಗಿದೆ. ಖಂಡಿಸಲು ಯಾವುದೇ ಪದಗಳು ಸಾಕಾಗುವುದಿಲ್ಲ. ಮುಖ್ಯ ನ್ಯಾಯಮೂರ್ತಿ ಗವಾಯಿ ಅವರು ತಮ್ಮ ಕರ್ತವ್ಯದಲ್ಲಿ ತೋರಿದ ಔದಾರ್ಯ ಪ್ರಶಂಸನೀಯ. ಅವರ ರಾಷ್ಟ್ರದ ತೀವ್ರ ದುಃಖ ಮತ್ತು ಆಕ್ರೋಶ ಭಾವನೆಯಿಂದಿಗೆ ಒಗ್ಗಟ್ಟಿನಿಂದ ಅನುಮೋದನೆ ನೀಡುತ್ತೇವೆ. (386, 186, 522, 280)
ganesh-caption: ಮೈಸೂರಿನ ಮಾನಸಗಂಗೋತ್ರಿ ಬಯಲುರಂಗಮಂದಿರದಲ್ಲಿ ನಡೆದ ದಿವಂಗತ ಮೊಗಳ್ಳಿ ಗಣೇಶ್ ಅವರಿಗೆ ನುಡಿನಮನ ಕಾರ್ಯಕ್ರಮದಲ್ಲಿ ಮೈಸೂರು ವಿವಿ ಕಲಾನಿಕಾಯದ ಡೀನ್ ಪ್ರೊ.ಎನ್.ಕೆ.ಲೋಲಾಕ್ಷಿ ಮಾತನಾಡಿದರು. (54, 1262, 361, 1281)
cyan-dot (58, 1404, 65, 1411)
yellow-dot (848, 1404, 855, 1411)
cm-box (540, 440, 890, 750)
dysp-headline: 27 ಡಿವೈಎಸ್ಪಿ, 131 ಪೊಲೀಸ್ ಇನ್ಸ್‌ಪೆಕ್ಟರ್ ವರ್ಗಾವರ್ಗಿ (107, 572, 479, 595)
black-dot (861, 1404, 868, 1411)
gangotri-caption: ಮೈಸೂರು ವಿವಿ ಮಾನಸಗಂಗೋತ್ರಿಯಲ್ಲಿ ವಿದ್ಯಾರ್ಥಿಗಳು ಮೊಂಬತ್ತಿ ಹಿಡಿದು ಪ್ರತಿಭಟಿಸಿದರು. (658, 292, 872, 301)
lead-headline-line2: ಬಿ.ಆರ್.ಗವಾಯಿ ಮೇಲೆ ‘ಶೂ ಎಸೆತ’ಕ್ಕೆ ಯತ್ನ (112, 120, 472, 149)
quote-role: ಕಾಂಗ್ರೆಸ್ ನಾಯಕಿ (483, 295, 530, 306)
